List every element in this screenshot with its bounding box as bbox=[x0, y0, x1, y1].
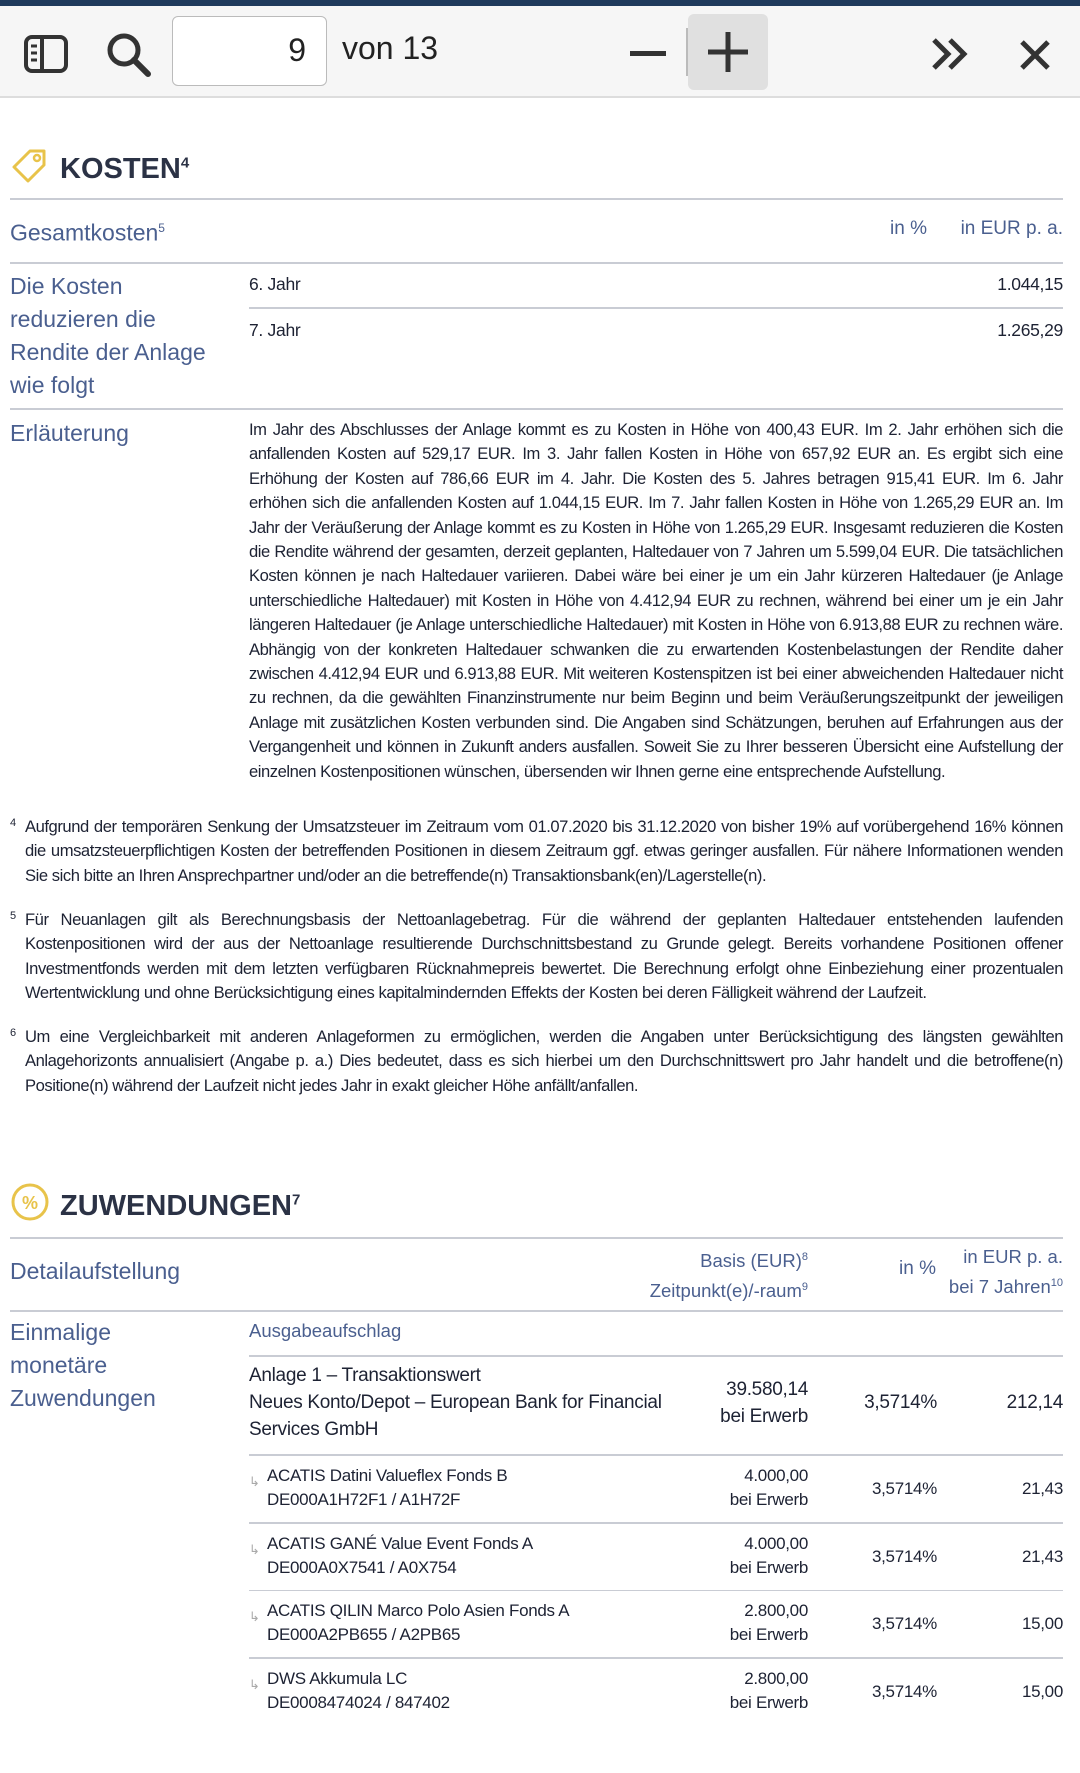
basis-cell: 2.800,00 bei Erwerb bbox=[729, 1668, 808, 1712]
page-number-input[interactable]: 9 bbox=[172, 16, 327, 86]
divider bbox=[249, 1454, 1063, 1456]
divider bbox=[249, 1590, 1063, 1592]
divider bbox=[249, 1522, 1063, 1524]
section-title-text: KOSTEN bbox=[60, 152, 181, 185]
page-count: von 13 bbox=[342, 30, 439, 66]
eur-cell: 15,00 bbox=[1021, 1681, 1063, 1701]
pct-cell: 3,5714% bbox=[864, 1392, 937, 1413]
pct-cell: 3,5714% bbox=[871, 1479, 937, 1498]
col-basis-header: Basis (EUR)$^8$ Zeitpunkt(e)/-raum$^9$ bbox=[649, 1250, 808, 1302]
search-icon[interactable] bbox=[100, 26, 156, 82]
basis-cell: 2.800,00 bei Erwerb bbox=[729, 1601, 808, 1644]
fund-name: ACATIS QILIN Marco Polo Asien Fonds A DE000A2PB655 / A2PB65 bbox=[267, 1601, 570, 1644]
table-row-fund bbox=[249, 1595, 1063, 1657]
sub-item-arrow-icon: ↳ bbox=[249, 1474, 260, 1489]
pdf-toolbar bbox=[0, 6, 1080, 98]
sub-label: Ausgabeaufschlag bbox=[249, 1320, 402, 1341]
footnote-ref: 4 bbox=[180, 153, 190, 171]
footnote-5: 5 Für Neuanlagen gilt als Berechnungsbasis der Nettoanlagebetrag. Für die während der geplanten Haltedauer entstehenden laufenden Kostenpositionen wird der aus der Nettoanlage resultierende Durchschnittsbestand zu Grunde gelegt. Bereits vorhandene Positionen offener Investmentfonds werden mit dem letzten verfügbaren Rücknahmepreis bewertet. Die Berechnung erfolgt ohne Einbeziehung einer prozentualen Wertentwicklung und ohne Berücksichtigung eines kapitalmindernden Effekts der Kosten bei deren Fälligkeit während der Laufzeit. bbox=[10, 910, 1063, 1003]
reduce-label: Die Kosten reduzieren die Rendite der Anlage wie folgt bbox=[10, 273, 206, 398]
footnote-4: 4 Aufgrund der temporären Senkung der Umsatzsteuer im Zeitraum vom 01.07.2020 bis 31.12.2020 von bisher 19% auf vorübergehend 16% können die umsatzsteuerpflichtigen Kosten der betreffenden Positionen in diesem Zeitraum ggf. etwas geringer ausfallen. Für nähere Informationen wenden Sie sich bitte an Ihren Ansprechpartner und/oder an die betreffende(n) Transaktionsbank(en)/Lagerstelle(n). bbox=[10, 817, 1063, 885]
gesamtkosten-label: Gesamtkosten$^5$ bbox=[10, 219, 165, 246]
col-eur-header: in EUR p. a. bbox=[960, 218, 1063, 239]
basis-cell: 4.000,00 bei Erwerb bbox=[729, 1533, 808, 1577]
table-row-fund bbox=[249, 1528, 1063, 1590]
divider bbox=[10, 1310, 1063, 1312]
position-name: Anlage 1 – Transaktionswert Neues Konto/Depot – European Bank for Financial Services GmbH bbox=[249, 1365, 662, 1440]
explain-text: Im Jahr des Abschlusses der Anlage kommt es zu Kosten in Höhe von 400,43 EUR. Im 2. Jahr erhöhen sich die anfallenden Kosten auf 529,17 EUR. Im 3. Jahr fallen Kosten in Höhe von 657,92 EUR an. Es ergibt sich eine Erhöhung der Kosten auf 786,66 EUR im 4. Jahr. Die Kosten des 5. Jahres betragen 915,41 EUR. Im 6. Jahr erhöhen sich die anfallenden Kosten auf 1.044,15 EUR. Im 7. Jahr fallen Kosten in Höhe von 1.265,29 EUR an. Im Jahr der Veräußerung der Anlage kommt es zu Kosten in Höhe von 1.265,29 EUR. Insgesamt reduzieren die Kosten die Rendite während der gesamten, derzeit geplanten, Haltedauer von 7 Jahren um 5.599,04 EUR. Die tatsächlichen Kosten können je nach Haltedauer variieren. Dabei wäre bei einer je um ein Jahr kürzeren Haltedauer (je Anlage unterschiedliche Haltedauer) mit Kosten in Höhe von 4.412,94 EUR zu rechnen, während bei einer um je ein Jahr längeren Haltedauer (je Anlage unterschiedliche Haltedauer) mit Kosten in Höhe von 6.913,88 EUR zu rechnen wäre. Abhängig von der konkreten Haltedauer schwanken die zu erwartenden Kostenbelastungen der Rendite daher zwischen 4.412,94 EUR und 6.913,88 EUR. Mit weiteren Kostenspitzen ist bei einer abweichenden Haltedauer nicht zu rechnen, da die gewählten Finanzinstrumente nur beim Beginn und beim Veräußerungszeitpunkt der jeweiligen Anlage mit zusätzlichen Kosten verbunden sind. Die Angaben sind Schätzungen, beruhen auf Erfahrungen aus der Vergangenheit und können in Zukunft anders ausfallen. Soweit Sie zu Ihrer besseren Übersicht eine Aufstellung der einzelnen Kostenpositionen wünschen, übersenden wir Ihnen gerne eine entsprechende Aufstellung. bbox=[249, 420, 1063, 781]
price-tag-icon bbox=[10, 145, 50, 193]
table-row-fund bbox=[249, 1663, 1063, 1725]
detail-label: Detailaufstellung bbox=[10, 1258, 181, 1284]
sub-item-arrow-icon: ↳ bbox=[249, 1676, 260, 1692]
eur-cell: 212,14 bbox=[1006, 1392, 1063, 1413]
section-title-text: ZUWENDUNGEN bbox=[60, 1189, 292, 1222]
sidebar-toggle-icon[interactable] bbox=[18, 26, 74, 82]
divider bbox=[249, 1657, 1063, 1659]
svg-text:%: % bbox=[21, 1193, 39, 1213]
pct-cell: 3,5714% bbox=[871, 1546, 937, 1566]
col-eur-header: in EUR p. a. bei 7 Jahren$^{10}$ bbox=[948, 1246, 1063, 1298]
table-row-main bbox=[249, 1362, 1063, 1452]
zoom-out-button[interactable] bbox=[620, 26, 676, 82]
section-title-zuwendungen bbox=[10, 1182, 300, 1230]
pct-cell: 3,5714% bbox=[871, 1614, 937, 1633]
col-pct-header: in % bbox=[899, 1258, 936, 1279]
sub-item-arrow-icon: ↳ bbox=[249, 1609, 260, 1624]
section-title-kosten bbox=[10, 145, 189, 193]
divider bbox=[10, 262, 1063, 264]
footnote-ref: 7 bbox=[292, 1190, 301, 1208]
eur-cell: 21,43 bbox=[1021, 1479, 1063, 1498]
close-icon[interactable] bbox=[1008, 28, 1062, 82]
table-row-fund bbox=[249, 1460, 1063, 1522]
eur-cell: 15,00 bbox=[1021, 1614, 1063, 1633]
divider bbox=[10, 1237, 1063, 1239]
divider bbox=[10, 198, 1063, 200]
more-chevrons-icon[interactable] bbox=[922, 26, 978, 82]
divider bbox=[10, 408, 1063, 410]
fund-name: ACATIS Datini Valueflex Fonds B DE000A1H72F1 / A1H72F bbox=[267, 1466, 508, 1509]
percent-badge-icon bbox=[10, 1182, 50, 1230]
year-value: 1.265,29 bbox=[997, 320, 1063, 340]
divider bbox=[249, 1355, 1063, 1357]
basis-cell: 4.000,00 bei Erwerb bbox=[729, 1466, 808, 1509]
explain-label: Erläuterung bbox=[10, 420, 129, 446]
eur-cell: 21,43 bbox=[1021, 1546, 1063, 1566]
fund-name: DWS Akkumula LC DE0008474024 / 847402 bbox=[267, 1668, 450, 1712]
footnote-6: 6 Um eine Vergleichbarkeit mit anderen Anlageformen zu ermöglichen, werden die Angaben unter Berücksichtigung des längsten gewählten Anlagehorizonts annualisiert (Angabe p. a.) Dies bedeutet, dass es sich hierbei um den Durchschnittswert pro Jahr handelt und die betroffene(n) Positione(n) während der Laufzeit nicht jedes Jahr in exakt gleicher Höhe anfällt/anfallen. bbox=[10, 1027, 1063, 1095]
zoom-in-button[interactable] bbox=[688, 14, 768, 90]
sub-item-arrow-icon: ↳ bbox=[249, 1541, 260, 1557]
year-label: 6. Jahr bbox=[249, 274, 301, 294]
pct-cell: 3,5714% bbox=[871, 1681, 937, 1701]
fund-name: ACATIS GANÉ Value Event Fonds A DE000A0X7541 / A0X754 bbox=[267, 1533, 533, 1577]
col-pct-header: in % bbox=[890, 218, 927, 239]
year-value: 1.044,15 bbox=[997, 274, 1063, 294]
divider bbox=[249, 307, 1063, 309]
year-label: 7. Jahr bbox=[249, 320, 301, 340]
group-label: Einmalige monetäre Zuwendungen bbox=[10, 1319, 156, 1411]
basis-cell: 39.580,14 bei Erwerb bbox=[720, 1379, 808, 1427]
